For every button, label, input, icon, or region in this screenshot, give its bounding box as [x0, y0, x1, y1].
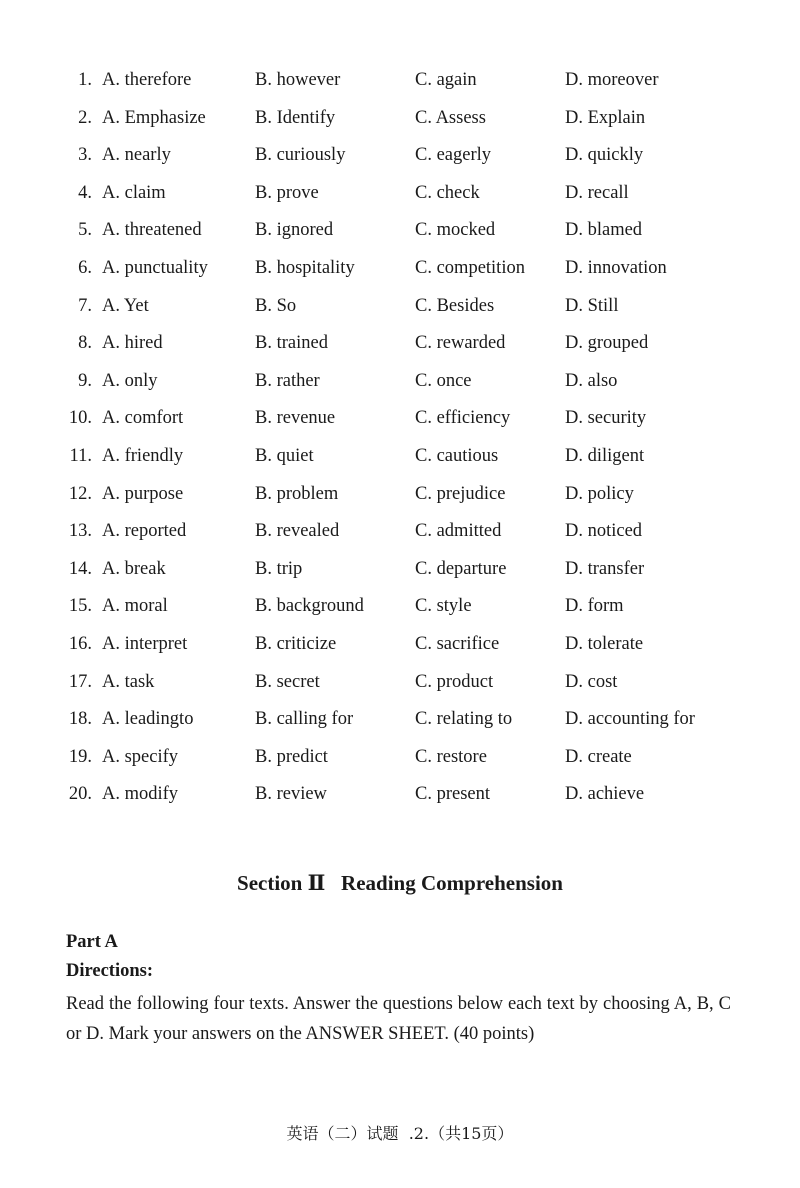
option-a: A. only [102, 370, 158, 391]
question-number: 3. [78, 145, 92, 166]
option-d: D. noticed [565, 521, 643, 542]
option-c: C. relating to [415, 709, 513, 730]
section-title: Section Ⅱ Reading Comprehension [237, 871, 563, 895]
option-c: C. again [415, 70, 477, 90]
option-c: C. Besides [415, 295, 495, 316]
question-row [0, 250, 800, 288]
option-c: C. sacrifice [415, 633, 500, 654]
question-row [0, 400, 800, 438]
option-a: A. reported [102, 521, 187, 542]
option-b: B. trained [255, 333, 328, 354]
option-b: B. Identify [255, 107, 336, 128]
option-b: B. revealed [255, 521, 340, 542]
question-row [0, 438, 800, 476]
question-row [0, 739, 800, 777]
option-d: D. grouped [565, 333, 649, 354]
option-a: A. interpret [102, 633, 188, 654]
option-c: C. restore [415, 746, 487, 767]
option-d: D. tolerate [565, 633, 644, 654]
question-row [0, 776, 800, 814]
option-d: D. also [565, 370, 618, 391]
option-b: B. review [255, 784, 327, 805]
option-a: A. nearly [102, 145, 171, 166]
option-d: D. diligent [565, 445, 645, 466]
directions-heading: Directions: [66, 961, 153, 981]
question-row [0, 551, 800, 589]
question-row [0, 701, 800, 739]
option-a: A. punctuality [102, 257, 208, 278]
option-b: B. background [255, 596, 364, 617]
option-d: D. Still [565, 295, 619, 316]
question-number: 9. [78, 370, 92, 391]
question-number: 1. [78, 70, 92, 90]
option-b: B. rather [255, 370, 320, 391]
option-c: C. eagerly [415, 145, 492, 166]
question-row [0, 588, 800, 626]
option-d: D. accounting for [565, 709, 695, 730]
option-d: D. innovation [565, 257, 667, 278]
option-c: C. product [415, 671, 494, 692]
part-title: Part A [66, 932, 118, 952]
question-number: 13. [68, 521, 92, 542]
option-a: A. Emphasize [102, 107, 206, 128]
option-b: B. however [255, 70, 341, 90]
option-d: D. moreover [565, 70, 659, 90]
question-row [0, 325, 800, 363]
option-b: B. secret [255, 671, 320, 692]
question-row [0, 100, 800, 138]
option-b: B. prove [255, 182, 319, 203]
question-row [0, 288, 800, 326]
question-row [0, 212, 800, 250]
question-number: 12. [68, 483, 92, 504]
option-a: A. modify [102, 784, 179, 805]
option-b: B. revenue [255, 408, 336, 429]
question-number: 17. [68, 671, 92, 692]
option-c: C. check [415, 182, 480, 203]
question-number: 18. [68, 709, 92, 730]
option-c: C. style [415, 596, 472, 617]
option-a: A. moral [102, 596, 168, 617]
option-d: D. policy [565, 483, 634, 504]
question-number: 2. [78, 107, 92, 128]
option-b: B. trip [255, 558, 303, 579]
question-row [0, 476, 800, 514]
option-c: C. departure [415, 558, 507, 579]
option-c: C. mocked [415, 220, 496, 241]
option-a: A. friendly [102, 445, 184, 466]
option-d: D. quickly [565, 145, 644, 166]
option-c: C. rewarded [415, 333, 506, 354]
option-a: A. specify [102, 746, 179, 767]
option-d: D. cost [565, 671, 618, 692]
question-row [0, 363, 800, 401]
page-footer: 英语（二）试题 .2.（共15页） [286, 1124, 514, 1143]
option-c: C. admitted [415, 521, 502, 542]
option-a: A. break [102, 558, 166, 579]
option-c: C. prejudice [415, 483, 506, 504]
question-number: 19. [68, 746, 92, 767]
option-a: A. threatened [102, 220, 202, 241]
option-a: A. claim [102, 182, 166, 203]
option-a: A. purpose [102, 483, 184, 504]
question-number: 11. [69, 445, 92, 466]
option-c: C. once [415, 370, 472, 391]
option-d: D. security [565, 408, 647, 429]
question-number: 4. [78, 182, 92, 203]
cloze-options-list [0, 62, 800, 814]
question-number: 6. [78, 257, 92, 278]
option-d: D. Explain [565, 107, 646, 128]
option-d: D. recall [565, 182, 629, 203]
option-c: C. Assess [415, 107, 486, 128]
option-a: A. comfort [102, 408, 184, 429]
option-c: C. present [415, 784, 491, 805]
option-b: B. criticize [255, 633, 337, 654]
question-row [0, 62, 800, 100]
option-b: B. hospitality [255, 257, 355, 278]
option-d: D. transfer [565, 558, 645, 579]
question-row [0, 626, 800, 664]
option-d: D. create [565, 746, 632, 767]
question-row [0, 664, 800, 702]
question-row [0, 137, 800, 175]
question-number: 10. [68, 408, 92, 429]
option-b: B. quiet [255, 445, 314, 466]
option-a: A. hired [102, 333, 163, 354]
question-row [0, 513, 800, 551]
question-number: 20. [68, 784, 92, 805]
option-a: A. Yet [102, 295, 149, 316]
option-d: D. blamed [565, 220, 643, 241]
option-a: A. therefore [102, 70, 192, 90]
option-d: D. form [565, 596, 624, 617]
question-number: 7. [78, 295, 92, 316]
question-number: 8. [78, 333, 92, 354]
option-b: B. problem [255, 483, 339, 504]
option-a: A. leadingto [102, 709, 194, 730]
option-d: D. achieve [565, 784, 645, 805]
question-number: 14. [68, 558, 92, 579]
option-c: C. competition [415, 257, 525, 278]
option-c: C. efficiency [415, 408, 511, 429]
option-c: C. cautious [415, 445, 499, 466]
question-number: 15. [68, 596, 92, 617]
directions-text: Read the following four texts. Answer the questions below each text by choosing A, B, C or D. Mark your answers on the ANSWER SHEET. (40 points) [66, 994, 731, 1044]
option-b: B. predict [255, 746, 328, 767]
question-number: 16. [68, 633, 92, 654]
option-b: B. calling for [255, 709, 354, 730]
option-a: A. task [102, 671, 155, 692]
question-row [0, 175, 800, 213]
option-b: B. curiously [255, 145, 346, 166]
option-b: B. So [255, 295, 297, 316]
question-number: 5. [78, 220, 92, 241]
option-b: B. ignored [255, 220, 334, 241]
